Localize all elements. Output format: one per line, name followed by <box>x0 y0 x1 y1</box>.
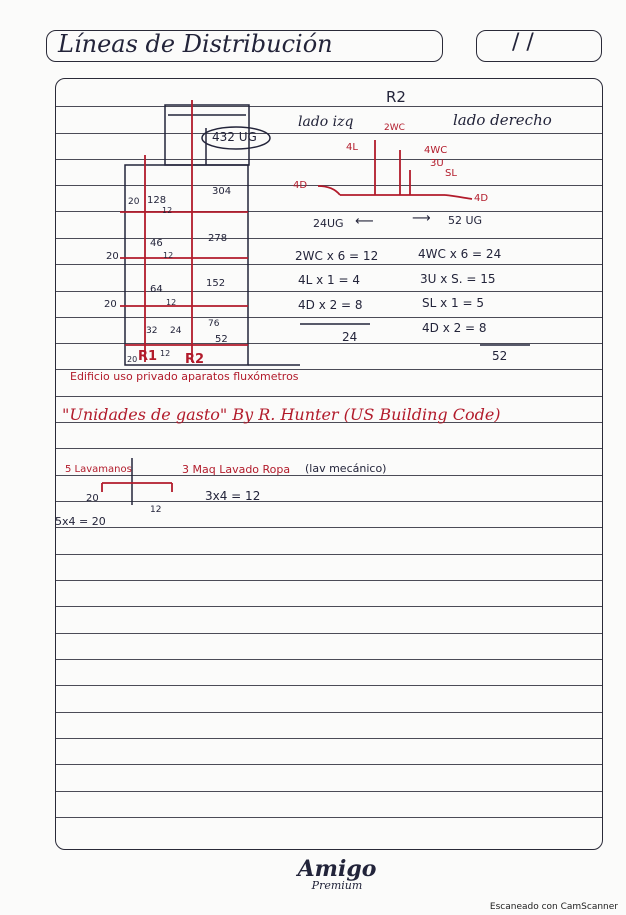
floor-2-arrow: 12 <box>163 251 174 260</box>
tag-2wc: 2WC <box>384 123 405 133</box>
tag-3u: 3U <box>430 158 444 169</box>
example-arrow-left-value: 20 <box>86 493 99 504</box>
floor-2-top: 46 <box>150 238 163 249</box>
example-right-note: (lav mecánico) <box>305 462 387 475</box>
floor-4-arrow: 12 <box>160 349 171 358</box>
units-heading: "Unidades de gasto" By R. Hunter (US Building Code) <box>62 405 501 424</box>
left-side-title: lado izq <box>298 114 354 130</box>
calc-right-4: 4D x 2 = 8 <box>422 321 487 335</box>
tag-4wc: 4WC <box>424 145 448 156</box>
calc-right-2: 3U x S. = 15 <box>420 272 496 286</box>
flow-left-value: 24UG <box>313 217 344 230</box>
floor-3-top: 64 <box>150 284 163 295</box>
tag-4l: 4L <box>346 142 358 153</box>
example-left-label: 5 Lavamanos <box>65 464 132 475</box>
floor-4-right: 76 <box>208 319 220 329</box>
scanner-watermark: Escaneado con CamScanner <box>489 902 618 912</box>
floor-3-arrow: 12 <box>166 298 177 307</box>
flow-right-arrow: ⟶ <box>412 211 431 226</box>
calc-left-1: 2WC x 6 = 12 <box>295 249 379 263</box>
riser-r2-label: R2 <box>185 352 205 367</box>
page-title: Líneas de Distribución <box>58 30 333 58</box>
brand-name: Amigo <box>297 856 377 882</box>
calc-right-3: SL x 1 = 5 <box>422 296 484 310</box>
floor-3-left: 20 <box>104 299 117 310</box>
date-separators: / / <box>512 30 534 55</box>
r2-label: R2 <box>386 88 406 106</box>
calc-left-2: 4L x 1 = 4 <box>298 273 361 287</box>
floor-1-arrow: 12 <box>162 206 173 215</box>
floor-3-right: 152 <box>206 278 226 289</box>
floor-4-bottom: 52 <box>215 334 228 345</box>
example-right-label: 3 Maq Lavado Ropa <box>182 463 291 476</box>
floor-1-top: 128 <box>147 195 167 206</box>
building-note: Edificio uso privado aparatos fluxómetros <box>70 370 299 383</box>
date-box <box>476 30 602 62</box>
example-left-calc: 5x4 = 20 <box>55 515 106 528</box>
example-right-calc: 3x4 = 12 <box>205 489 261 503</box>
calc-left-3: 4D x 2 = 8 <box>298 298 363 312</box>
tag-4d-left: 4D <box>293 180 308 191</box>
floor-1-right: 304 <box>212 186 232 197</box>
floor-2-right: 278 <box>208 233 228 244</box>
right-side-title: lado derecho <box>453 111 552 129</box>
brand-sub: Premium <box>311 879 363 892</box>
calc-left-total: 24 <box>342 330 358 344</box>
riser-r1-label: R1 <box>138 349 158 364</box>
floor-4-top: 32 <box>146 326 158 336</box>
floor-2-left: 20 <box>106 251 119 262</box>
tank-total-label: 432 UG <box>212 130 257 144</box>
tag-4d-right: 4D <box>474 193 489 204</box>
flow-right-value: 52 UG <box>448 214 483 227</box>
floor-1-left: 20 <box>128 197 140 207</box>
example-arrow-right-value: 12 <box>150 505 162 515</box>
floor-4-mid: 24 <box>170 326 182 336</box>
floor-4-left: 20 <box>127 355 138 364</box>
flow-left-arrow: ⟵ <box>355 214 374 229</box>
calc-right-total: 52 <box>492 349 508 363</box>
calc-right-1: 4WC x 6 = 24 <box>418 247 502 261</box>
tag-sl: SL <box>445 168 457 179</box>
brand-logo <box>262 856 412 902</box>
